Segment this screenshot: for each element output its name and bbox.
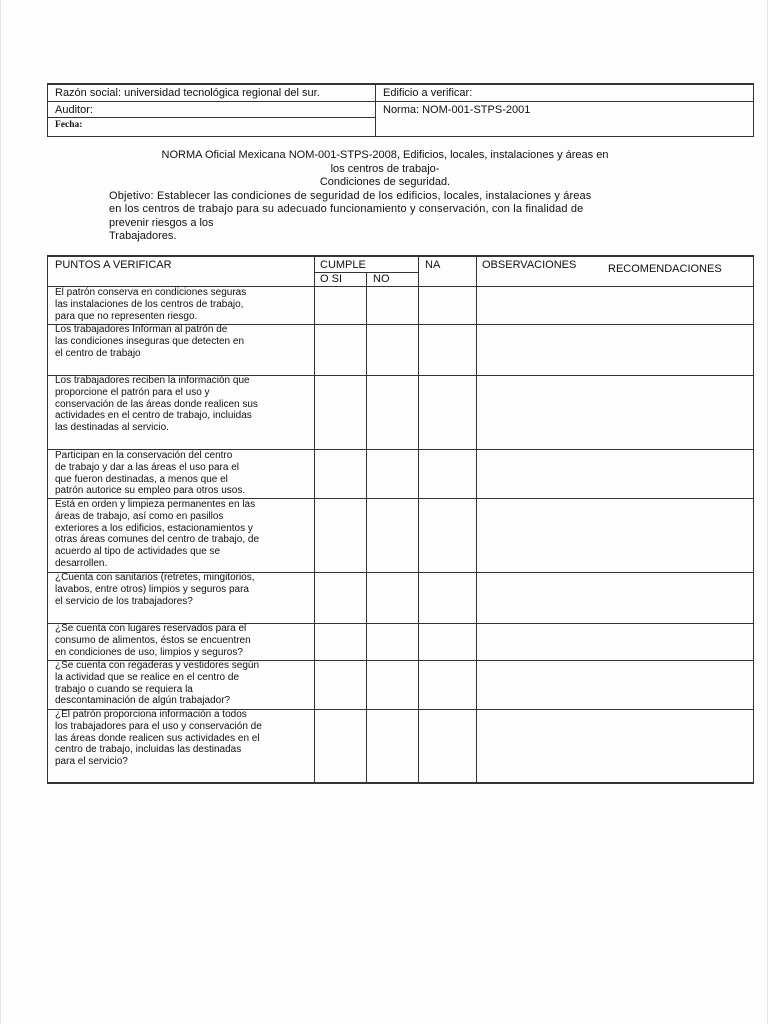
fecha-label: Fecha:	[55, 120, 83, 130]
column-divider	[366, 273, 367, 782]
objetivo-text: Objetivo: Establecer las condiciones de seguridad de los edificios, locales, instalaciones y áreas	[109, 189, 592, 202]
question-text: trabajo o cuando se requiera la	[55, 683, 193, 695]
question-text: acuerdo al tipo de actividades que se	[55, 546, 221, 558]
question-text: El patrón conserva en condiciones seguras	[55, 287, 247, 298]
question-text: centro de trabajo, incluidas las destinadas	[55, 744, 242, 756]
cumple-header: CUMPLE	[320, 259, 366, 271]
header-divider	[375, 85, 376, 136]
puntos-header: PUNTOS A VERIFICAR	[55, 259, 172, 271]
recomendaciones-header: RECOMENDACIONES	[608, 263, 722, 275]
table-row	[55, 324, 310, 359]
si-header: O SI	[320, 273, 343, 285]
question-text: otras áreas comunes del centro de trabajo, de	[55, 534, 260, 546]
header-info-box	[47, 83, 754, 137]
razon-social-label: Razón social: universidad tecnológica regional del sur.	[55, 87, 320, 99]
checklist-table	[47, 255, 754, 784]
header-row-line	[48, 101, 375, 102]
norma-label: Norma: NOM-001-STPS-2001	[383, 104, 531, 116]
question-text: lavabos, entre otros) limpios y seguros para	[55, 583, 249, 595]
question-text: proporcione el patrón para el uso y	[55, 386, 210, 398]
question-text: que fueron destinadas, a menos que el	[55, 473, 228, 485]
question-text: las destinadas al servicio.	[55, 422, 169, 434]
table-row	[55, 572, 310, 607]
question-text: patrón autorice su empleo para otros usos.	[55, 485, 246, 497]
table-row	[55, 623, 310, 658]
question-text: las instalaciones de los centros de trabajo,	[55, 298, 244, 310]
header-row-line	[48, 117, 375, 118]
norma-subtitle: Condiciones de seguridad.	[319, 176, 451, 188]
question-text: Los trabajadores reciben la información que	[55, 375, 250, 386]
question-text: ¿Se cuenta con lugares reservados para el	[55, 623, 247, 634]
auditor-label: Auditor:	[55, 104, 93, 116]
question-text: ¿El patrón proporciona información a todos	[55, 709, 247, 720]
question-text: exteriores a los edificios, estacionamientos y	[55, 522, 253, 534]
question-text: para que no representen riesgo.	[55, 310, 198, 322]
question-text: actividades en el centro de trabajo, incluidas	[55, 410, 252, 422]
question-text: Está en orden y limpieza permanentes en las	[55, 499, 256, 510]
column-divider	[476, 257, 477, 782]
objetivo-text: en los centros de trabajo para su adecuado funcionamiento y conservación, con la finalidad de	[109, 203, 584, 215]
question-text: en condiciones de uso, limpios y seguros?	[55, 646, 243, 658]
table-row	[55, 499, 310, 570]
question-text: consumo de alimentos, éstos se encuentren	[55, 634, 251, 646]
question-text: Los trabajadores Informan al patrón de	[55, 324, 228, 335]
question-text: las condiciones inseguras que detecten en	[55, 335, 245, 347]
objetivo-text: Trabajadores.	[109, 230, 177, 242]
table-row	[55, 287, 310, 322]
question-text: la actividad que se realice en el centro de	[55, 671, 240, 683]
question-text: conservación de las áreas donde realicen sus	[55, 398, 258, 410]
header-row-line	[375, 101, 753, 102]
table-row	[55, 450, 310, 497]
table-row	[55, 709, 310, 768]
question-text: áreas de trabajo, así como en pasillos	[55, 510, 224, 522]
observaciones-header: OBSERVACIONES	[482, 259, 577, 271]
no-header: NO	[373, 273, 390, 285]
norma-title-line: NORMA Oficial Mexicana NOM-001-STPS-2008, Edificios, locales, instalaciones y áreas en	[161, 149, 609, 161]
question-text: desarrollen.	[55, 557, 108, 569]
question-text: ¿Cuenta con sanitarios (retretes, mingitorios,	[55, 572, 255, 583]
table-row	[55, 375, 310, 434]
column-divider	[418, 257, 419, 782]
objetivo-text: prevenir riesgos a los	[109, 216, 214, 229]
table-row	[55, 660, 310, 707]
norma-intro	[109, 149, 661, 244]
question-text: las áreas donde realicen sus actividades en el	[55, 732, 260, 744]
question-text: los trabajadores para el uso y conservación de	[55, 720, 262, 732]
question-text: el centro de trabajo	[55, 347, 141, 359]
na-header: NA	[425, 259, 441, 271]
column-divider	[314, 257, 315, 782]
question-text: Participan en la conservación del centro	[55, 450, 233, 461]
edificio-label: Edificio a verificar:	[383, 87, 473, 99]
question-text: descontaminación de algún trabajador?	[55, 695, 231, 707]
question-text: ¿Se cuenta con regaderas y vestidores según	[55, 660, 260, 671]
norma-title-line: los centros de trabajo-	[330, 162, 440, 175]
question-text: el servicio de los trabajadores?	[55, 595, 193, 607]
question-text: para el servicio?	[55, 756, 128, 768]
question-text: de trabajo y dar a las áreas el uso para el	[55, 461, 239, 473]
